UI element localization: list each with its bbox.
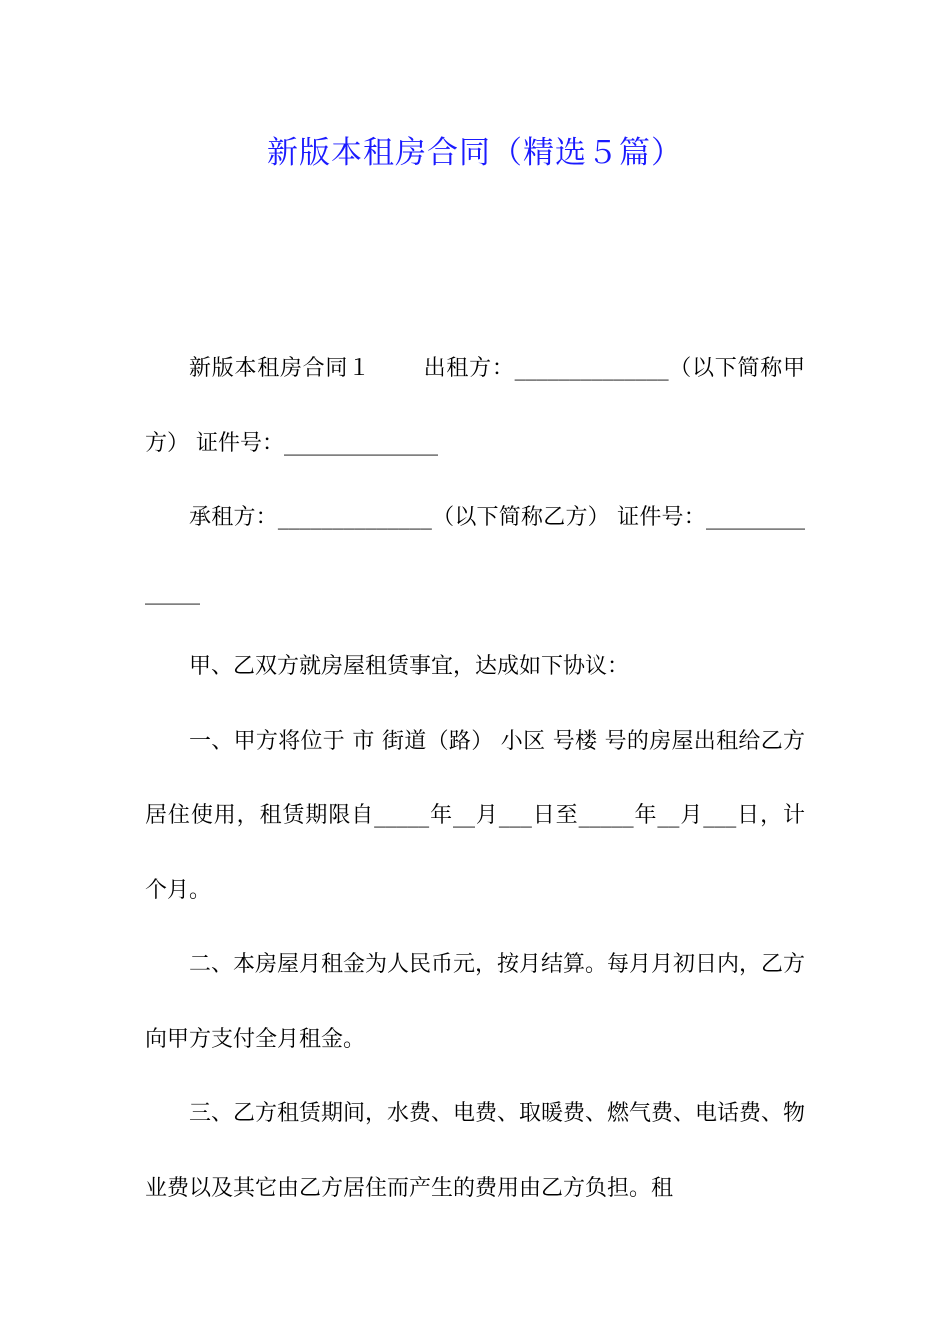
section-heading: 新版本租房合同１: [189, 356, 371, 381]
paragraph-clause-2: 二、本房屋月租金为人民币元，按月结算。每月月初日内，乙方向甲方支付全月租金。: [145, 952, 806, 1052]
paragraph-clause-1: 一、甲方将位于 市 街道（路） 小区 号楼 号的房屋出租给乙方居住使用，租赁期限自_____年__月___日至_____年__月___日，计 个月。: [145, 728, 805, 903]
document-title: 新版本租房合同（精选５篇）: [267, 135, 683, 171]
paragraph-parties-lessor: [145, 332, 805, 481]
paragraph-parties-lessee: 承租方：______________（以下简称乙方） 证件号：______________: [145, 505, 805, 605]
paragraph-clause-3: 三、乙方租赁期间，水费、电费、取暖费、燃气费、电话费、物业费以及其它由乙方居住而产生的费用由乙方负担。租: [145, 1101, 806, 1201]
paragraph-text: 出租方：______________（以下简称甲方） 证件号：______________: [145, 356, 805, 456]
document-body: [145, 332, 805, 1226]
paragraph-agreement-intro: 甲、乙双方就房屋租赁事宜，达成如下协议：: [189, 654, 630, 679]
